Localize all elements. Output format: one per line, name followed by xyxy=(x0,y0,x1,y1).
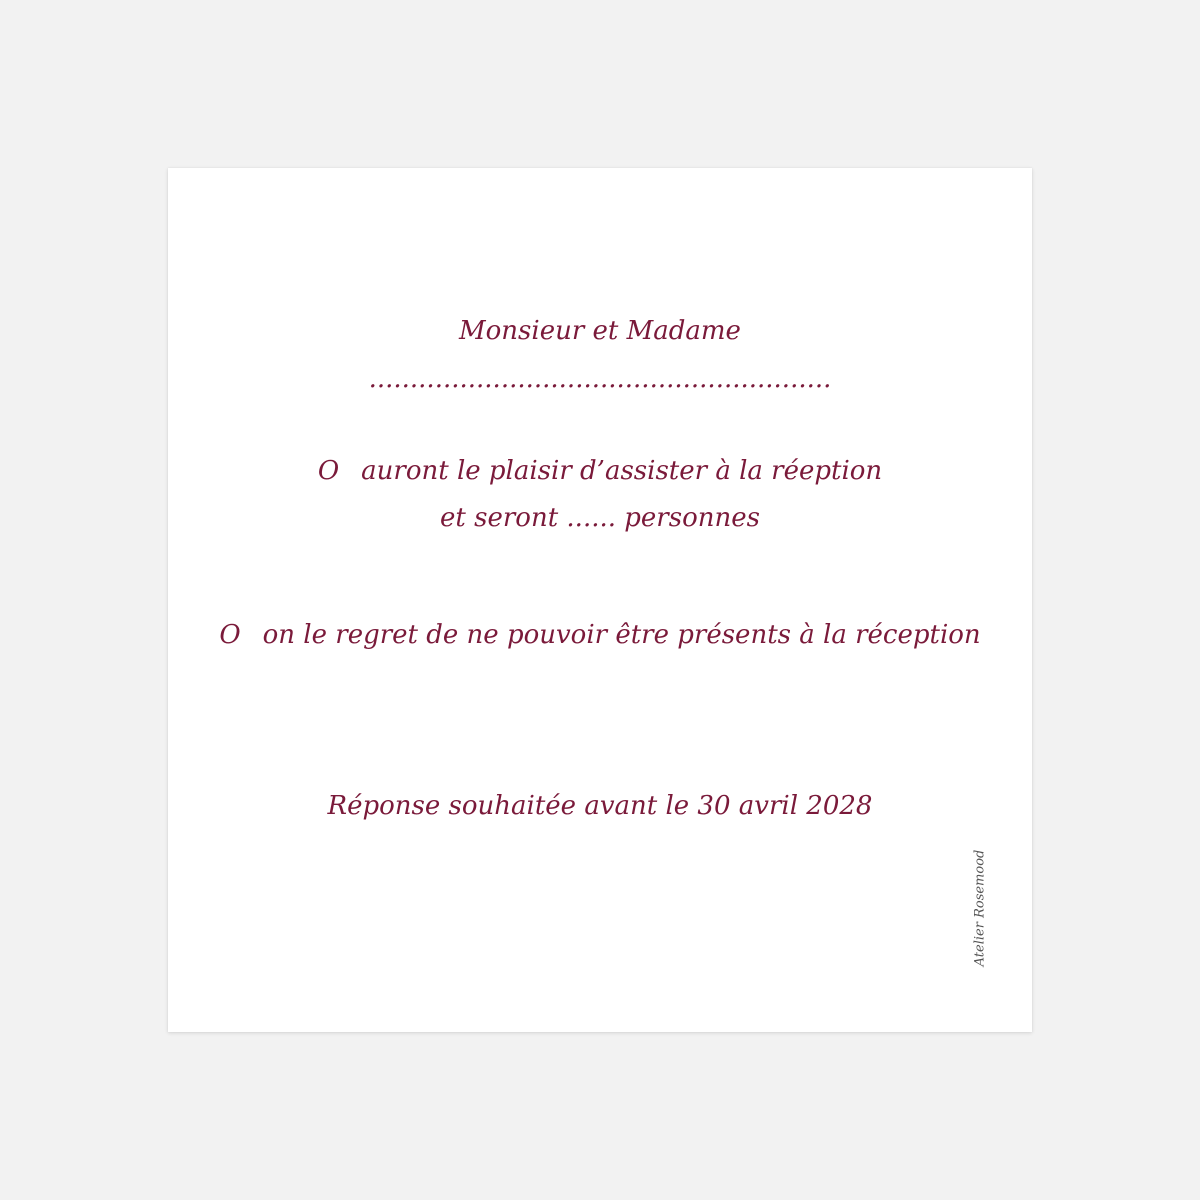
decline-option xyxy=(168,622,1032,648)
response-deadline: Réponse souhaitée avant le 30 avril 2028 xyxy=(327,791,873,821)
name-fill-line: ........................................................ xyxy=(368,364,832,394)
brand-mark xyxy=(972,848,988,968)
rsvp-card xyxy=(168,168,1032,1032)
brand-name: Atelier Rosemood xyxy=(972,849,988,967)
attend-guest-count-line: et seront ...... personnes xyxy=(440,503,760,533)
greeting-text: Monsieur et Madame xyxy=(459,316,741,346)
attend-option xyxy=(168,458,1032,484)
decline-checkbox-marker: O xyxy=(219,620,241,650)
attend-checkbox-marker: O xyxy=(317,456,340,486)
decline-option-text: on le regret de ne pouvoir être présents à la réception xyxy=(262,620,981,650)
attend-option-text: auront le plaisir d’assister à la réeption xyxy=(361,456,883,486)
